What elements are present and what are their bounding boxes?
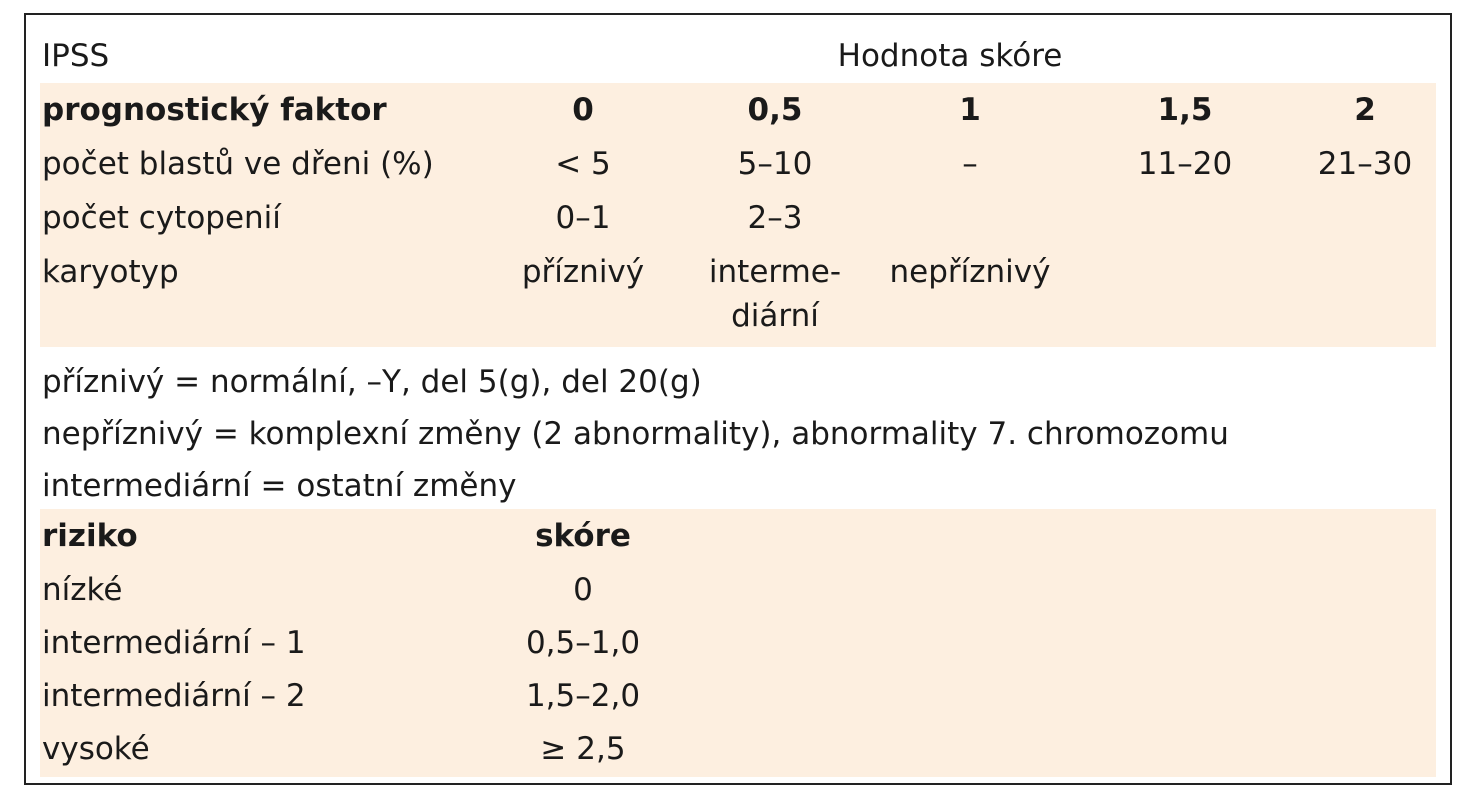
note-unfavorable: nepříznivý = komplexní změny (2 abnormality), abnormality 7. chromozomu bbox=[42, 416, 1229, 452]
risk-score: ≥ 2,5 bbox=[540, 731, 626, 767]
table-header-row bbox=[40, 29, 1436, 83]
table-cell: příznivý bbox=[521, 254, 645, 290]
table-cell: 2–3 bbox=[747, 200, 803, 236]
risk-label: intermediární – 2 bbox=[42, 678, 306, 714]
score-column-2: 2 bbox=[1354, 92, 1376, 128]
score-value-title: Hodnota skóre bbox=[837, 38, 1063, 74]
risk-score-column-header: skóre bbox=[535, 518, 631, 554]
factors-column-header-row bbox=[40, 83, 1436, 137]
score-column-0-5: 0,5 bbox=[747, 92, 803, 128]
risk-label: nízké bbox=[42, 572, 123, 608]
risk-label: vysoké bbox=[42, 731, 150, 767]
factor-cytopenias-label: počet cytopenií bbox=[42, 200, 281, 236]
table-cell: 0–1 bbox=[555, 200, 611, 236]
note-favorable: příznivý = normální, –Y, del 5(g), del 20(g) bbox=[42, 364, 702, 400]
table-cell bbox=[690, 250, 860, 338]
risk-score: 0 bbox=[573, 572, 593, 608]
table-cell: 11–20 bbox=[1137, 146, 1233, 182]
ipss-table bbox=[24, 13, 1452, 785]
risk-label: intermediární – 1 bbox=[42, 625, 306, 661]
risk-score: 0,5–1,0 bbox=[525, 625, 641, 661]
risk-column-header-row bbox=[40, 509, 1436, 563]
table-cell: 5–10 bbox=[737, 146, 813, 182]
score-column-1: 1 bbox=[959, 92, 981, 128]
score-column-1-5: 1,5 bbox=[1157, 92, 1213, 128]
risk-score: 1,5–2,0 bbox=[525, 678, 641, 714]
ipss-label: IPSS bbox=[42, 38, 110, 74]
factor-blasts-label: počet blastů ve dřeni (%) bbox=[42, 146, 434, 182]
note-intermediate: intermediární = ostatní změny bbox=[42, 468, 517, 504]
factor-column-header: prognostický faktor bbox=[42, 92, 387, 128]
factor-karyotype-label: karyotyp bbox=[42, 254, 179, 290]
table-cell: nepříznivý bbox=[889, 254, 1051, 290]
risk-column-header: riziko bbox=[42, 518, 138, 554]
table-row bbox=[40, 563, 1436, 617]
table-cell: – bbox=[962, 146, 978, 182]
table-row bbox=[40, 137, 1436, 191]
score-column-0: 0 bbox=[572, 92, 594, 128]
table-row bbox=[40, 722, 1436, 776]
table-row bbox=[40, 191, 1436, 245]
table-cell: 21–30 bbox=[1317, 146, 1413, 182]
table-cell: < 5 bbox=[555, 146, 611, 182]
karyotype-intermediate-line2: diární bbox=[731, 298, 819, 334]
table-row bbox=[40, 245, 1436, 345]
karyotype-intermediate-line1: interme- bbox=[708, 254, 842, 290]
table-row bbox=[40, 616, 1436, 670]
table-row bbox=[40, 669, 1436, 723]
